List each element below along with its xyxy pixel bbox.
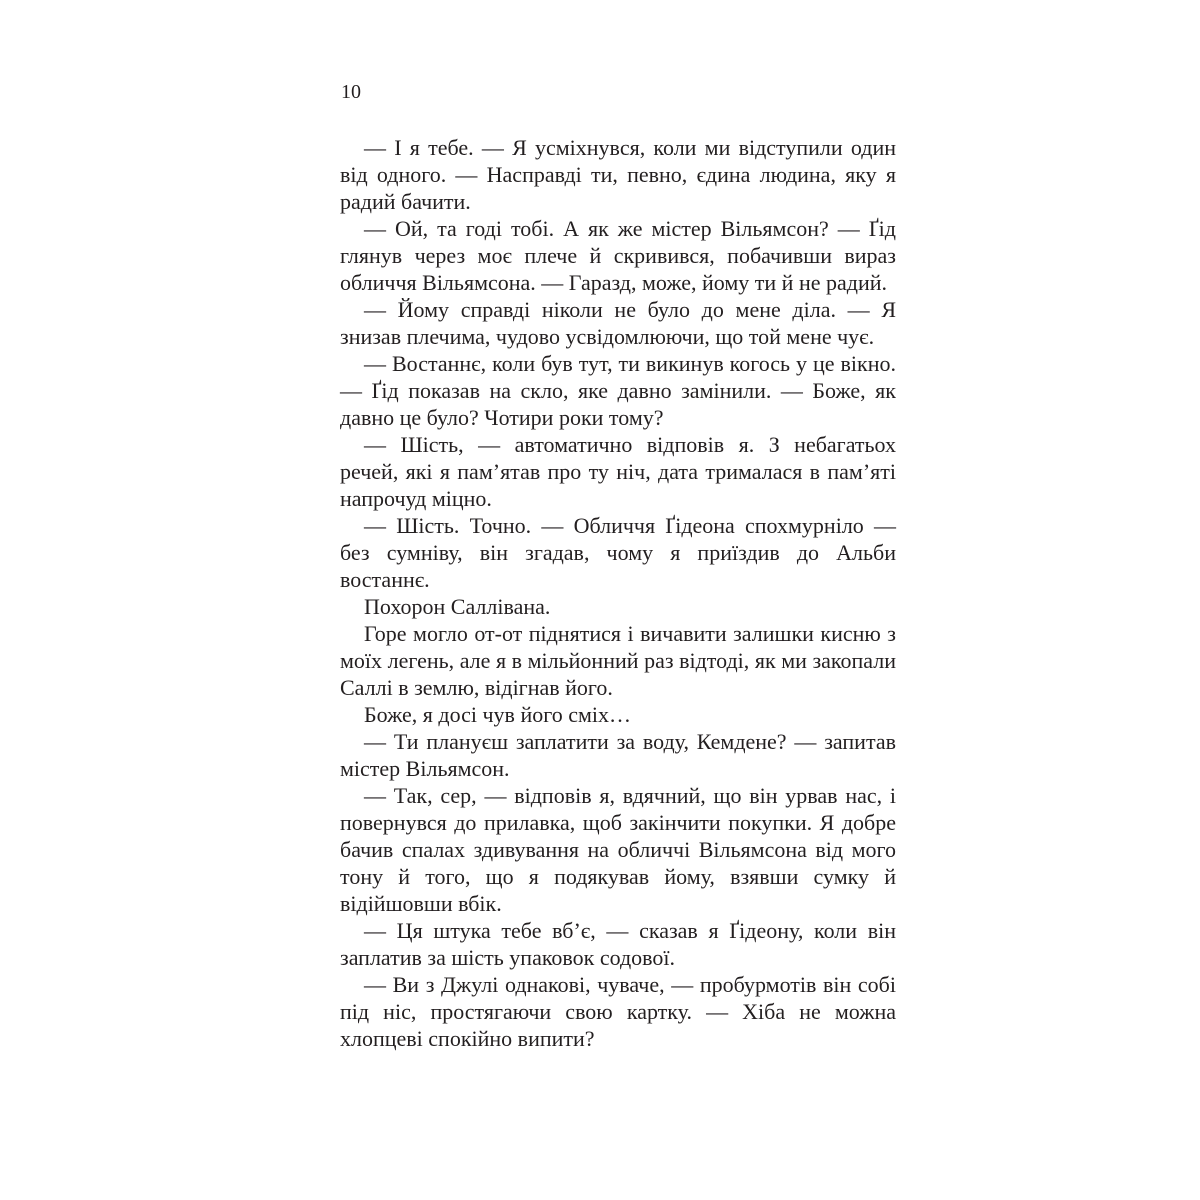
paragraph: — Ця штука тебе вб’є, — сказав я Ґідеону, коли він заплатив за шість упаковок содової. [340, 918, 896, 970]
page-number: 10 [341, 81, 361, 103]
paragraph: — Востаннє, коли був тут, ти викинув когось у це вікно. — Ґід показав на скло, яке давно замінили. — Боже, як давно це було? Чотири роки тому? [340, 351, 896, 430]
paragraph: — Так, сер, — відповів я, вдячний, що він урвав нас, і повернувся до прилавка, щоб закінчити покупки. Я добре бачив спалах здивування на обличчі Вільямсона від мого тону й того, що я подякував йому, взявши сумку й відійшовши вбік. [340, 783, 896, 916]
paragraph: Боже, я досі чув його сміх… [364, 702, 631, 727]
paragraph: — Йому справді ніколи не було до мене діла. — Я знизав плечима, чудово усвідомлюючи, що той мене чує. [340, 297, 896, 349]
body-text [340, 134, 896, 1052]
paragraph: — І я тебе. — Я усміхнувся, коли ми відступили один від одного. — Насправді ти, певно, єдина людина, яку я радий бачити. [340, 135, 896, 214]
paragraph: — Ти плануєш заплатити за воду, Кемдене? — запитав містер Вільямсон. [340, 729, 896, 781]
paragraph: Горе могло от-от піднятися і вичавити залишки кисню з моїх легень, але я в мільйонний раз відтоді, як ми закопали Саллі в землю, відігнав його. [340, 621, 896, 700]
paragraph: — Ой, та годі тобі. А як же містер Вільямсон? — Ґід глянув через моє плече й скривився, побачивши вираз обличчя Вільямсона. — Гаразд, може, йому ти й не радий. [340, 216, 896, 295]
paragraph: Похорон Саллівана. [364, 594, 551, 619]
paragraph: — Шість. Точно. — Обличчя Ґідеона спохмурніло — без сумніву, він згадав, чому я приїздив до Альби востаннє. [340, 513, 896, 592]
paragraph: — Ви з Джулі однакові, чуваче, — пробурмотів він собі під ніс, простягаючи свою картку. — Хіба не можна хлопцеві спокійно випити? [340, 972, 896, 1051]
paragraph: — Шість, — автоматично відповів я. З небагатьох речей, які я пам’ятав про ту ніч, дата трималася в пам’яті напрочуд міцно. [340, 432, 896, 511]
